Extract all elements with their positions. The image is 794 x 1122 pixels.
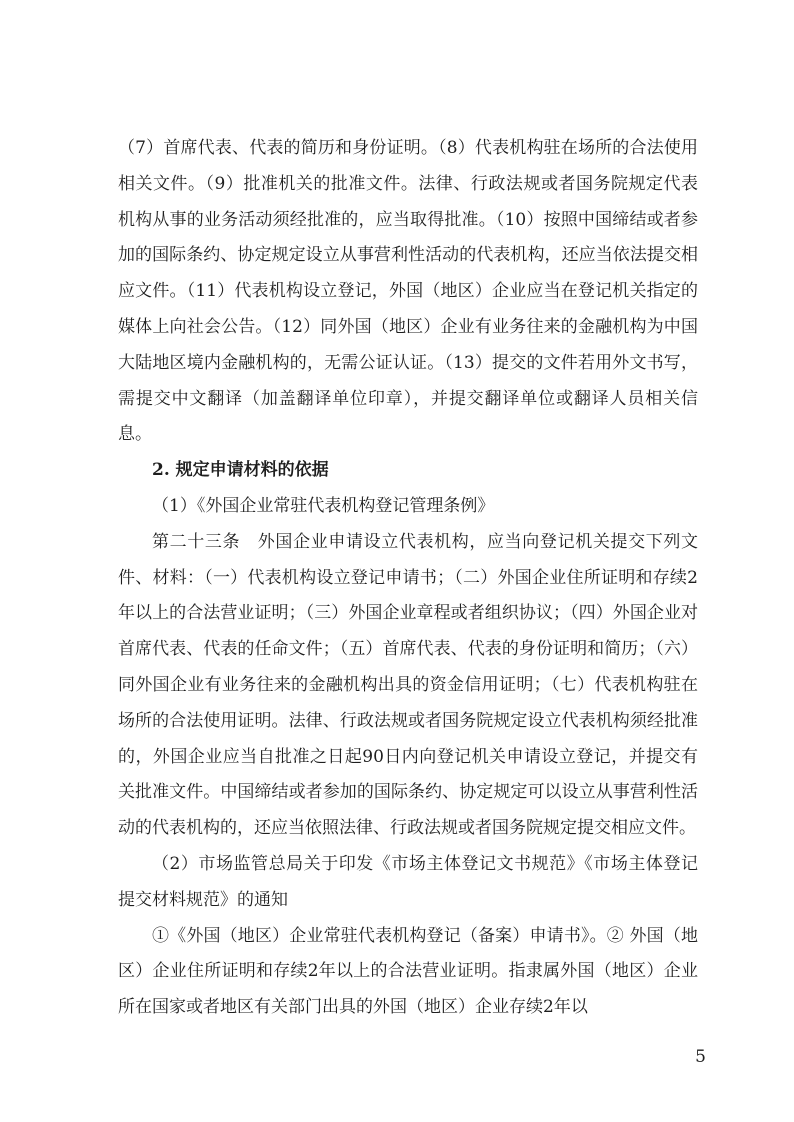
page-number: 5	[695, 1047, 706, 1067]
paragraph-article-23: 第二十三条 外国企业申请设立代表机构，应当向登记机关提交下列文件、材料：（一）代表机构设立登记申请书；（二）外国企业住所证明和存续2年以上的合法营业证明；（三）外国企业章程或者组织协议；（四）外国企业对首席代表、代表的任命文件；（五）首席代表、代表的身份证明和简历；（六）同外国企业有业务往来的金融机构出具的资金信用证明；（七）代表机构驻在场所的合法使用证明。法律、行政法规或者国务院规定设立代表机构须经批准的，外国企业应当自批准之日起90日内向登记机关申请设立登记，并提交有关批准文件。中国缔结或者参加的国际条约、协定规定可以设立从事营利性活动的代表机构的，还应当依照法律、行政法规或者国务院规定提交相应文件。	[118, 531, 698, 839]
paragraph-basis-2-title: （2）市场监管总局关于印发《市场主体登记文书规范》《市场主体登记提交材料规范》的通知	[118, 853, 698, 910]
paragraph-basis-2-items: ①《外国（地区）企业常驻代表机构登记（备案）申请书》。② 外国（地区）企业住所证明和存续2年以上的合法营业证明。指隶属外国（地区）企业所在国家或者地区有关部门出具的外国（地区）企业存续2年以	[118, 925, 698, 1018]
paragraph-continuation: （7）首席代表、代表的简历和身份证明。（8）代表机构驻在场所的合法使用相关文件。（9）批准机关的批准文件。法律、行政法规或者国务院规定代表机构从事的业务活动须经批准的，应当取得批准。（10）按照中国缔结或者参加的国际条约、协定规定设立从事营利性活动的代表机构，还应当依法提交相应文件。（11）代表机构设立登记，外国（地区）企业应当在登记机关指定的媒体上向社会公告。（12）同外国（地区）企业有业务往来的金融机构为中国大陆地区境内金融机构的，无需公证认证。（13）提交的文件若用外文书写，需提交中文翻译（加盖翻译单位印章），并提交翻译单位或翻译人员相关信息。	[118, 138, 698, 445]
section-heading: 2. 规定申请材料的依据	[152, 460, 329, 481]
body-text	[118, 131, 698, 1026]
paragraph-basis-1-title: （1）《外国企业常驻代表机构登记管理条例》	[152, 495, 495, 516]
